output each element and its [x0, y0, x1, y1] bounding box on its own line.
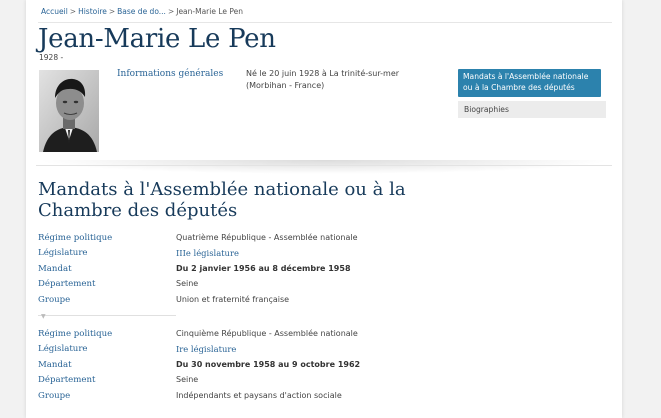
mandat-label: Mandat: [38, 359, 72, 370]
side-nav-biographies[interactable]: Biographies: [458, 101, 606, 118]
regime-value: Cinquième République - Assemblée nationale: [176, 329, 358, 338]
portrait-photo: [39, 70, 99, 152]
mandate-row-groupe: [38, 391, 478, 406]
mandat-value: Du 2 janvier 1956 au 8 décembre 1958: [176, 263, 351, 273]
side-nav-mandats-line-1: Mandats à l'Assemblée nationale: [463, 72, 589, 81]
section-shadow: [36, 160, 612, 174]
page-container: [26, 0, 622, 418]
side-nav-mandats-line-2: ou à la Chambre des députés: [463, 83, 575, 92]
departement-value: Seine: [176, 375, 199, 385]
mandate-row-departement: [38, 279, 478, 294]
breadcrumb-link-accueil[interactable]: Accueil: [41, 7, 68, 16]
regime-label: Régime politique: [38, 329, 113, 339]
section-title-line-2: Chambre des députés: [38, 200, 238, 221]
legislature-link[interactable]: Ire législature: [176, 344, 237, 355]
section-title: [38, 179, 428, 221]
breadcrumb: [41, 7, 243, 16]
mandate-row-regime: [38, 329, 478, 344]
departement-value: Seine: [176, 279, 199, 289]
breadcrumb-separator: >: [167, 7, 175, 16]
section-divider: [36, 165, 612, 166]
mandate-row-regime: [38, 233, 478, 248]
groupe-value: Union et fraternité française: [176, 294, 290, 304]
mandate-row-legislature: [38, 344, 478, 359]
birth-line-2: (Morbihan - France): [246, 81, 325, 90]
mandat-value: Du 30 novembre 1958 au 9 octobre 1962: [176, 359, 361, 369]
breadcrumb-separator: >: [108, 7, 116, 16]
groupe-label: Groupe: [38, 294, 71, 305]
mandate-row-groupe: [38, 295, 478, 310]
departement-label: Département: [38, 375, 96, 386]
groupe-label: Groupe: [38, 390, 71, 401]
regime-value: Quatrième République - Assemblée nationale: [176, 233, 358, 242]
breadcrumb-separator: >: [69, 7, 77, 16]
mandate-row-mandat: [38, 264, 478, 279]
legislature-label: Législature: [38, 248, 88, 259]
mandate-block-1: [38, 233, 478, 310]
mandat-label: Mandat: [38, 263, 72, 274]
info-generales-label: Informations générales: [117, 69, 224, 79]
groupe-value: Indépendants et paysans d'action sociale: [176, 390, 342, 400]
section-title-line-1: Mandats à l'Assemblée nationale ou à la: [38, 179, 406, 200]
birth-info: [246, 68, 421, 92]
mandate-block-2: [38, 329, 478, 406]
top-divider: [38, 22, 612, 23]
mandate-row-mandat: [38, 360, 478, 375]
legislature-link[interactable]: IIIe législature: [176, 248, 239, 259]
birth-line-1: Né le 20 juin 1928 à La trinité-sur-mer: [246, 69, 400, 78]
departement-label: Département: [38, 279, 96, 290]
side-nav-mandats[interactable]: [458, 69, 601, 97]
life-years: 1928 -: [39, 53, 64, 62]
breadcrumb-link-histoire[interactable]: Histoire: [78, 7, 107, 16]
mandate-divider: [38, 315, 176, 316]
legislature-label: Législature: [38, 344, 88, 355]
mandate-row-legislature: [38, 248, 478, 263]
mandate-row-departement: [38, 375, 478, 390]
portrait-image: [39, 70, 99, 152]
regime-label: Régime politique: [38, 233, 113, 243]
breadcrumb-link-base[interactable]: Base de do...: [117, 7, 166, 16]
chevron-down-icon: ▼: [41, 313, 46, 320]
breadcrumb-current: Jean-Marie Le Pen: [176, 7, 244, 16]
page-title: Jean-Marie Le Pen: [38, 24, 276, 54]
